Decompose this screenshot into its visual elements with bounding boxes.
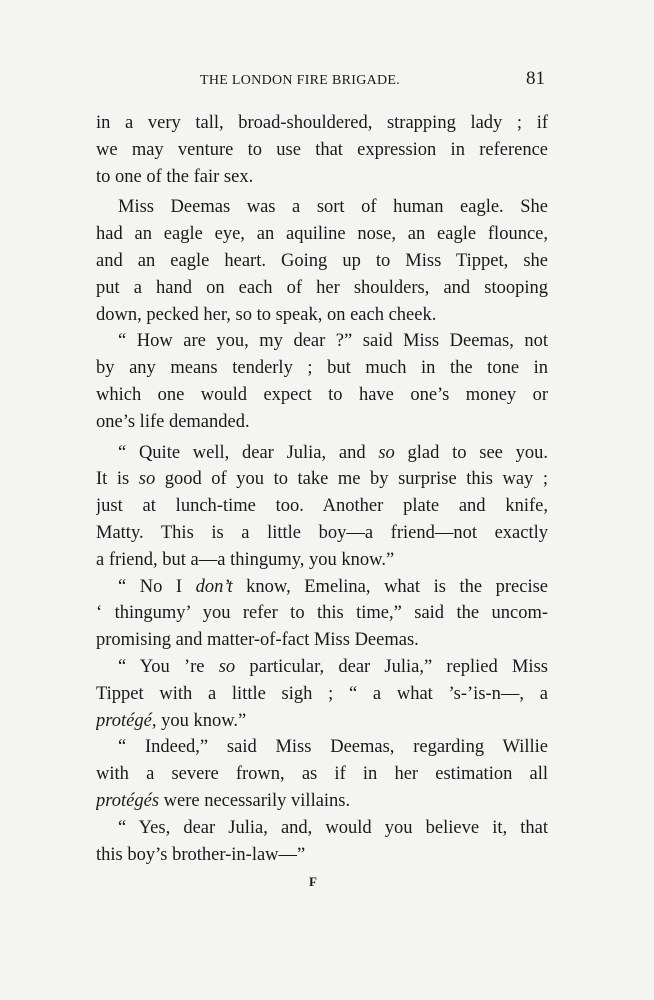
body-text (96, 110, 548, 868)
text-line: promising and matter-of-fact Miss Deemas. (96, 630, 419, 651)
running-title: THE LONDON FIRE BRIGADE. (200, 73, 401, 88)
text-line: Miss Deemas was a sort of human eagle. She (118, 197, 548, 218)
text-line: and an eagle heart. Going up to Miss Tippet, she (96, 250, 548, 271)
text-run: “ You ’re (118, 656, 219, 677)
running-head (200, 68, 545, 90)
text-line (96, 574, 548, 601)
text-line: one’s life demanded. (96, 411, 250, 432)
emphasis: protégé (96, 710, 152, 731)
paragraph-7 (96, 734, 548, 814)
emphasis: so (378, 442, 395, 463)
text-line: this boy’s brother-in-law—” (96, 844, 306, 865)
text-line: Matty. This is a little boy—a friend—not exactly (96, 522, 548, 543)
text-line: put a hand on each of her shoulders, and stooping (96, 277, 548, 298)
paragraph-3 (96, 328, 548, 435)
text-line: by any means tenderly ; but much in the tone in (96, 358, 548, 379)
text-run: were necessarily villains. (159, 790, 351, 811)
text-run: , you know.” (151, 710, 247, 731)
emphasis: so (138, 469, 156, 490)
text-line: Tippet with a little sigh ; “ a what ’s-’is-n—, a (96, 683, 548, 704)
signature-mark: F (309, 874, 317, 889)
text-run: “ Quite well, dear Julia, and (118, 442, 379, 463)
text-line: ‘ thingumy’ you refer to this time,” said the uncom- (96, 603, 548, 624)
page-number: 81 (526, 68, 545, 89)
text-line (96, 708, 548, 735)
text-line: just at lunch-time too. Another plate and knife, (96, 496, 548, 517)
paragraph-5 (96, 574, 548, 654)
paragraph-1 (96, 110, 548, 190)
text-line: which one would expect to have one’s money or (96, 384, 548, 405)
text-run: “ No I (118, 576, 196, 597)
paragraph-2 (96, 194, 548, 328)
emphasis: so (218, 656, 236, 677)
text-run: It is (96, 469, 139, 490)
text-line: a friend, but a—a thingumy, you know.” (96, 549, 395, 570)
text-line (96, 440, 548, 467)
text-line: “ Yes, dear Julia, and, would you believe it, that (118, 817, 548, 838)
text-line: “ How are you, my dear ?” said Miss Deemas, not (118, 331, 548, 352)
text-run: know, Emelina, what is the precise (232, 576, 548, 597)
text-line (96, 654, 548, 681)
text-line: to one of the fair sex. (96, 166, 254, 187)
text-run: glad to see you. (394, 442, 548, 463)
emphasis: protégés (96, 790, 160, 811)
text-line: had an eagle eye, an aquiline nose, an eagle flounce, (96, 224, 548, 245)
text-line (96, 788, 548, 815)
text-line: we may venture to use that expression in reference (96, 139, 548, 160)
paragraph-8 (96, 815, 548, 869)
text-line: in a very tall, broad-shouldered, strapping lady ; if (96, 113, 548, 133)
paragraph-4 (96, 440, 548, 574)
text-line: with a severe frown, as if in her estimation all (96, 764, 548, 785)
text-line: down, pecked her, so to speak, on each cheek. (96, 304, 437, 325)
paragraph-6 (96, 654, 548, 734)
text-run: particular, dear Julia,” replied Miss (235, 656, 548, 677)
text-run: good of you to take me by surprise this way ; (155, 469, 548, 490)
text-line (96, 466, 548, 493)
text-line: “ Indeed,” said Miss Deemas, regarding Willie (118, 737, 548, 758)
emphasis: don’t (195, 576, 233, 597)
